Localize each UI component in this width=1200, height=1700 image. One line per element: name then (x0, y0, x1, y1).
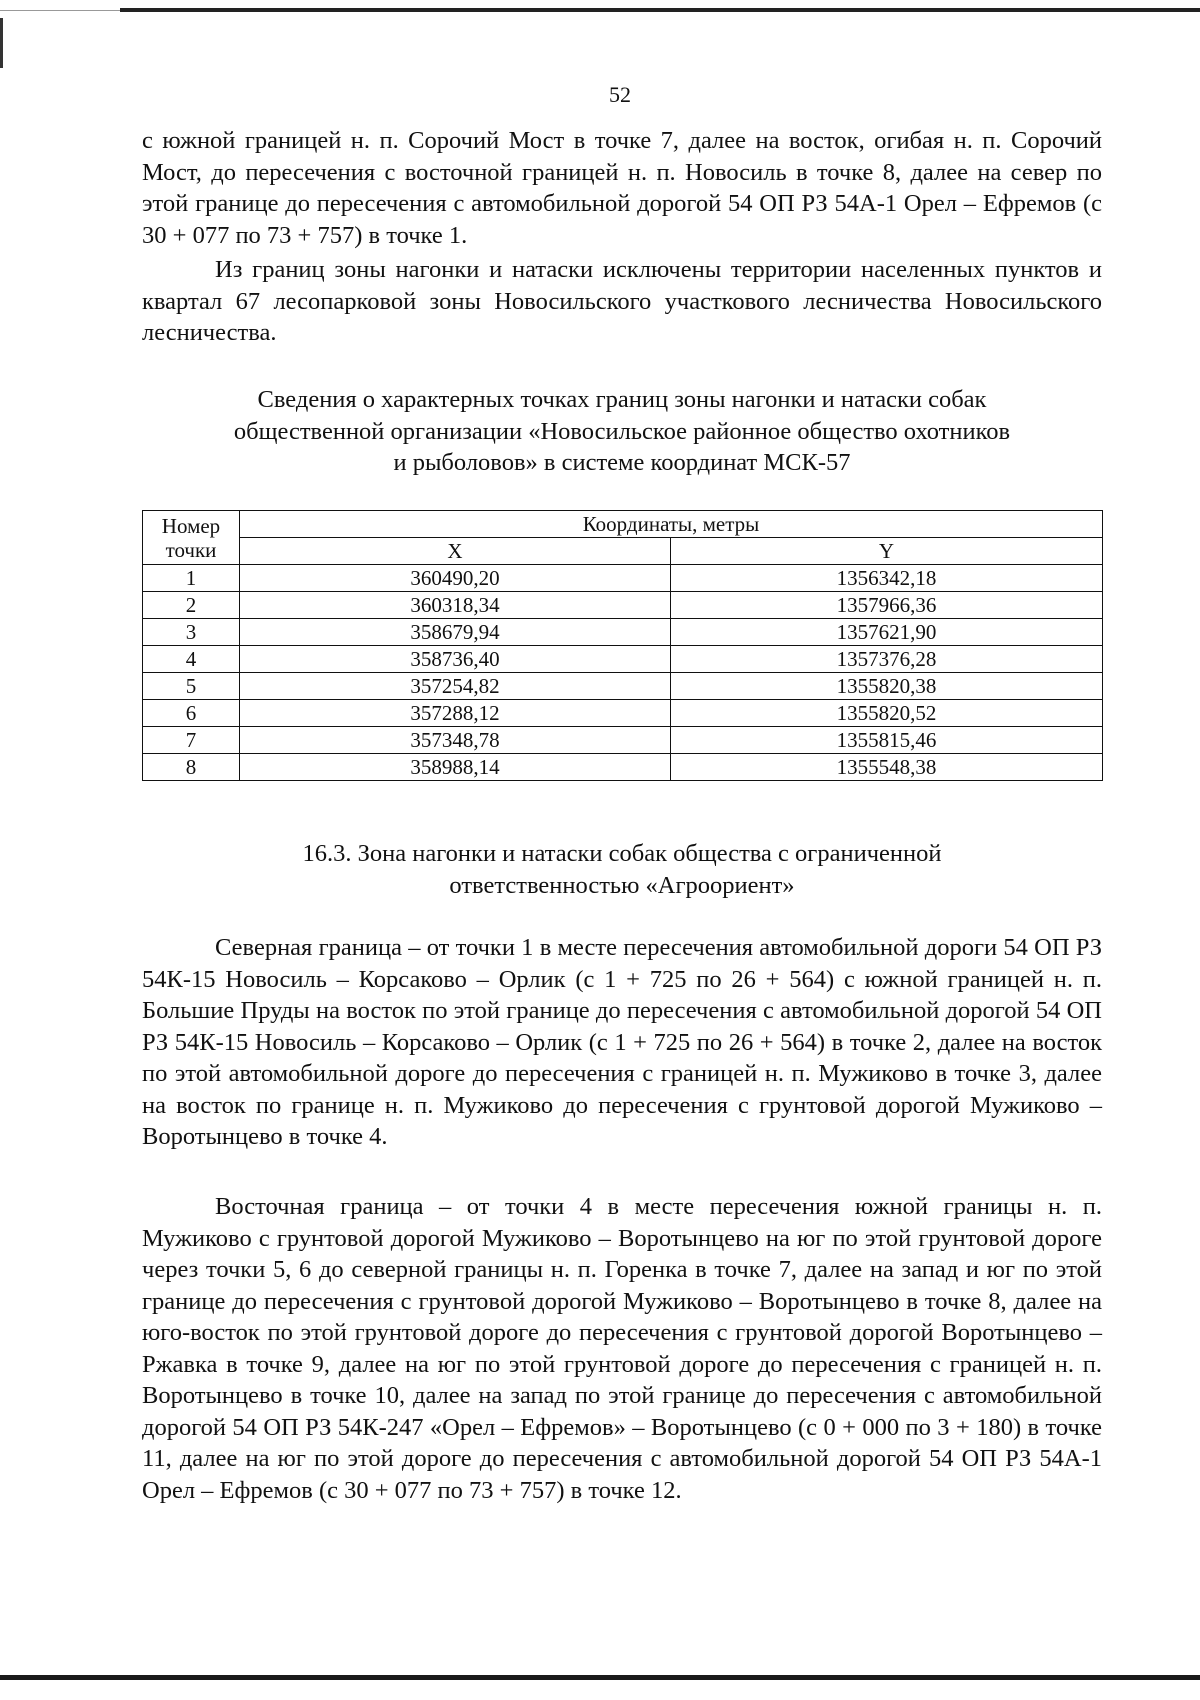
point-number-cell: 2 (143, 592, 240, 619)
y-coordinate-cell: 1357621,90 (671, 619, 1103, 646)
table-caption (142, 384, 1102, 479)
x-coordinate-cell: 358736,40 (240, 646, 671, 673)
x-coordinate-cell: 357348,78 (240, 727, 671, 754)
table-subheader-row (143, 538, 1103, 565)
scan-top-border (120, 8, 1200, 12)
table-body (143, 565, 1103, 781)
x-coordinate-cell: 357288,12 (240, 700, 671, 727)
section-heading-line: 16.3. Зона нагонки и натаски собак общества с ограниченной (302, 840, 942, 867)
section-heading (142, 838, 1102, 901)
y-coordinate-cell: 1355548,38 (671, 754, 1103, 781)
scan-left-mark (0, 18, 3, 68)
section-heading-line: ответственностью «Агроориент» (449, 871, 795, 899)
y-coordinate-cell: 1356342,18 (671, 565, 1103, 592)
point-number-cell: 4 (143, 646, 240, 673)
header-point-number-line: Номер (161, 513, 221, 538)
point-number-cell: 5 (143, 673, 240, 700)
x-coordinate-cell: 358679,94 (240, 619, 671, 646)
header-point-number-line: точки (165, 537, 217, 562)
table-header-row (143, 511, 1103, 538)
point-number-cell: 3 (143, 619, 240, 646)
point-number-cell: 1 (143, 565, 240, 592)
point-number-cell: 8 (143, 754, 240, 781)
point-number-cell: 7 (143, 727, 240, 754)
coordinates-table (142, 510, 1103, 781)
table-caption-line: Сведения о характерных точках границ зоны нагонки и натаски собак (257, 386, 987, 413)
x-coordinate-cell: 360490,20 (240, 565, 671, 592)
y-coordinate-cell: 1355815,46 (671, 727, 1103, 754)
scan-edge-line (0, 10, 130, 11)
table-row (143, 754, 1103, 781)
paragraph-eastern-border: Восточная граница – от точки 4 в месте пересечения южной границы н. п. Мужиково с грунтовой дорогой Мужиково – Воротынцево на юг по этой грунтовой дороге через точки 5, 6 до северной границы н. п. Горенка в точке 7, далее на запад и юг по этой границе до пересечения с грунтовой дорогой Мужиково – Воротынцево в точке 8, далее на юго-восток по этой грунтовой дороге до пересечения с грунтовой дорогой Воротынцево – Ржавка в точке 9, далее на юг по этой грунтовой дороге до пересечения с границей н. п. Воротынцево в точке 10, далее на запад по этой границе до пересечения с автомобильной дорогой 54 ОП РЗ 54К-247 «Орел – Ефремов» – Воротынцево (с 0 + 000 по 3 + 180) в точке 11, далее на юг по этой дороге до пересечения с автомобильной дорогой 54 ОП РЗ 54А-1 Орел – Ефремов (с 30 + 077 по 73 + 757) в точке 12. (142, 1193, 1102, 1504)
paragraph-continuation: с южной границей н. п. Сорочий Мост в точке 7, далее на восток, огибая н. п. Сорочий Мост, до пересечения с восточной границей н. п. Новосиль в точке 8, далее на север по этой границе до пересечения с автомобильной дорогой 54 ОП РЗ 54А-1 Орел – Ефремов (с 30 + 077 по 73 + 757) в точке 1. (142, 127, 1102, 249)
table-row (143, 646, 1103, 673)
y-coordinate-cell: 1355820,52 (671, 700, 1103, 727)
table-caption-line: и рыболовов» в системе координат МСК-57 (393, 449, 851, 476)
x-coordinate-cell: 360318,34 (240, 592, 671, 619)
x-coordinate-cell: 358988,14 (240, 754, 671, 781)
header-y: Y (671, 538, 1103, 565)
table-row (143, 592, 1103, 619)
header-coordinates: Координаты, метры (240, 511, 1103, 538)
table-row (143, 727, 1103, 754)
x-coordinate-cell: 357254,82 (240, 673, 671, 700)
y-coordinate-cell: 1355820,38 (671, 673, 1103, 700)
table-row (143, 700, 1103, 727)
paragraph-northern-border: Северная граница – от точки 1 в месте пересечения автомобильной дороги 54 ОП РЗ 54К-15 Новосиль – Корсаково – Орлик (с 1 + 725 по 26 + 564) с южной границей н. п. Большие Пруды на восток по этой границе до пересечения с автомобильной дорогой 54 ОП РЗ 54К-15 Новосиль – Корсаково – Орлик (с 1 + 725 по 26 + 564) в точке 2, далее на восток по этой автомобильной дороге до пересечения с границей н. п. Мужиково в точке 3, далее на восток по границе н. п. Мужиково до пересечения с грунтовой дорогой Мужиково – Воротынцево в точке 4. (142, 934, 1102, 1150)
table-row (143, 619, 1103, 646)
table-row (143, 565, 1103, 592)
scan-bottom-border (0, 1675, 1200, 1680)
point-number-cell: 6 (143, 700, 240, 727)
table-caption-line: общественной организации «Новосильское районное общество охотников (233, 417, 1011, 445)
paragraph-exclusions: Из границ зоны нагонки и натаски исключены территории населенных пунктов и квартал 67 лесопарковой зоны Новосильского участкового лесничества Новосильского лесничества. (142, 256, 1102, 346)
y-coordinate-cell: 1357966,36 (671, 592, 1103, 619)
y-coordinate-cell: 1357376,28 (671, 646, 1103, 673)
table-row (143, 673, 1103, 700)
page-number: 52 (609, 82, 631, 107)
header-point-number (143, 511, 240, 565)
header-x: X (240, 538, 671, 565)
